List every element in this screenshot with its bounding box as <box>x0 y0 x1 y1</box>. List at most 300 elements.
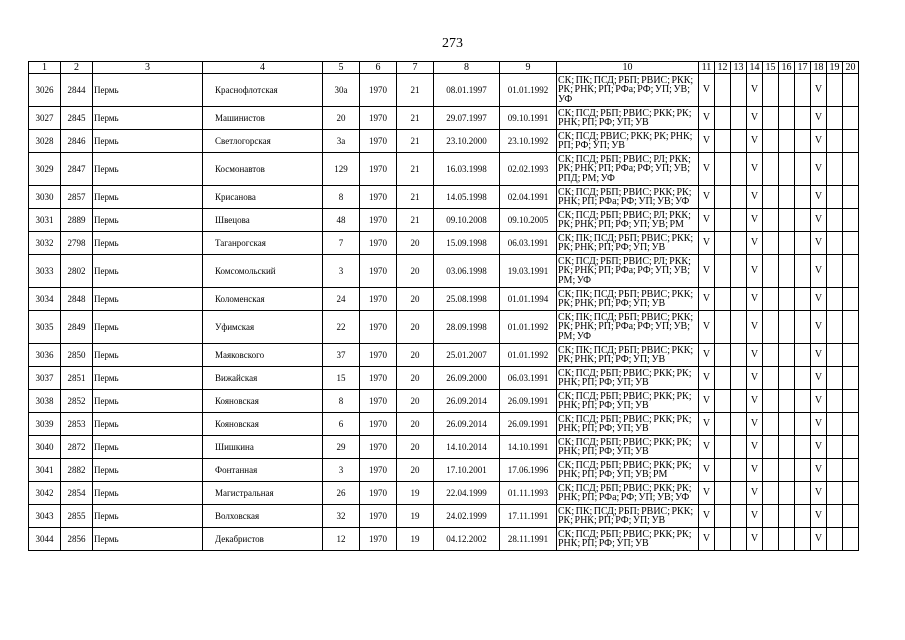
cell-col-10: СК; ПСД; РБП; РВИС; РКК; РК; РНК; РП; РФ; УП; УВ <box>557 413 699 436</box>
cell-col-19 <box>827 232 843 255</box>
cell-col-20 <box>843 74 859 107</box>
cell-col-17 <box>795 528 811 551</box>
cell-col-15 <box>763 505 779 528</box>
cell-col-1: 3032 <box>29 232 61 255</box>
cell-col-12 <box>715 209 731 232</box>
cell-col-18: V <box>811 255 827 288</box>
cell-col-14: V <box>747 390 763 413</box>
cell-col-20 <box>843 505 859 528</box>
cell-col-18: V <box>811 153 827 186</box>
cell-col-2: 2850 <box>61 344 93 367</box>
cell-col-1: 3044 <box>29 528 61 551</box>
column-header-20: 20 <box>843 62 859 74</box>
cell-col-16 <box>779 311 795 344</box>
cell-col-5: 12 <box>323 528 360 551</box>
cell-col-17 <box>795 311 811 344</box>
cell-col-11: V <box>699 232 715 255</box>
cell-col-12 <box>715 186 731 209</box>
cell-col-9: 06.03.1991 <box>500 232 557 255</box>
cell-col-14: V <box>747 107 763 130</box>
cell-col-13 <box>731 436 747 459</box>
cell-col-7: 21 <box>397 74 434 107</box>
cell-col-15 <box>763 367 779 390</box>
cell-col-1: 3038 <box>29 390 61 413</box>
cell-col-19 <box>827 186 843 209</box>
cell-col-7: 20 <box>397 288 434 311</box>
cell-col-18: V <box>811 107 827 130</box>
cell-col-19 <box>827 209 843 232</box>
table-row <box>29 232 859 255</box>
cell-col-16 <box>779 209 795 232</box>
cell-col-8: 29.07.1997 <box>434 107 500 130</box>
cell-col-4: Маяковского <box>203 344 323 367</box>
cell-col-4: Декабристов <box>203 528 323 551</box>
cell-col-8: 15.09.1998 <box>434 232 500 255</box>
cell-col-14: V <box>747 74 763 107</box>
cell-col-1: 3040 <box>29 436 61 459</box>
cell-col-4: Светлогорская <box>203 130 323 153</box>
cell-col-5: 8 <box>323 390 360 413</box>
cell-col-2: 2847 <box>61 153 93 186</box>
cell-col-16 <box>779 505 795 528</box>
cell-col-6: 1970 <box>360 74 397 107</box>
cell-col-20 <box>843 255 859 288</box>
cell-col-16 <box>779 413 795 436</box>
table-row <box>29 311 859 344</box>
cell-col-18: V <box>811 459 827 482</box>
cell-col-6: 1970 <box>360 505 397 528</box>
cell-col-8: 16.03.1998 <box>434 153 500 186</box>
cell-col-2: 2855 <box>61 505 93 528</box>
cell-col-12 <box>715 390 731 413</box>
cell-col-14: V <box>747 153 763 186</box>
cell-col-3: Пермь <box>93 107 203 130</box>
cell-col-2: 2848 <box>61 288 93 311</box>
cell-col-14: V <box>747 528 763 551</box>
cell-col-11: V <box>699 344 715 367</box>
cell-col-5: 15 <box>323 367 360 390</box>
cell-col-8: 26.09.2000 <box>434 367 500 390</box>
table-row <box>29 413 859 436</box>
cell-col-12 <box>715 288 731 311</box>
cell-col-17 <box>795 390 811 413</box>
cell-col-20 <box>843 436 859 459</box>
cell-col-19 <box>827 311 843 344</box>
cell-col-13 <box>731 367 747 390</box>
cell-col-9: 06.03.1991 <box>500 367 557 390</box>
cell-col-15 <box>763 255 779 288</box>
cell-col-14: V <box>747 186 763 209</box>
cell-col-9: 17.11.1991 <box>500 505 557 528</box>
cell-col-6: 1970 <box>360 153 397 186</box>
cell-col-7: 21 <box>397 186 434 209</box>
cell-col-3: Пермь <box>93 186 203 209</box>
cell-col-12 <box>715 130 731 153</box>
cell-col-9: 14.10.1991 <box>500 436 557 459</box>
cell-col-5: 3 <box>323 459 360 482</box>
cell-col-13 <box>731 344 747 367</box>
cell-col-18: V <box>811 413 827 436</box>
cell-col-1: 3027 <box>29 107 61 130</box>
cell-col-2: 2856 <box>61 528 93 551</box>
cell-col-16 <box>779 255 795 288</box>
cell-col-8: 24.02.1999 <box>434 505 500 528</box>
cell-col-6: 1970 <box>360 344 397 367</box>
column-header-9: 9 <box>500 62 557 74</box>
cell-col-15 <box>763 459 779 482</box>
cell-col-13 <box>731 390 747 413</box>
cell-col-3: Пермь <box>93 209 203 232</box>
cell-col-6: 1970 <box>360 186 397 209</box>
cell-col-11: V <box>699 311 715 344</box>
cell-col-17 <box>795 209 811 232</box>
cell-col-14: V <box>747 209 763 232</box>
cell-col-9: 26.09.1991 <box>500 413 557 436</box>
cell-col-6: 1970 <box>360 311 397 344</box>
cell-col-16 <box>779 459 795 482</box>
cell-col-11: V <box>699 209 715 232</box>
column-header-19: 19 <box>827 62 843 74</box>
column-header-12: 12 <box>715 62 731 74</box>
cell-col-17 <box>795 130 811 153</box>
cell-col-7: 20 <box>397 436 434 459</box>
cell-col-12 <box>715 255 731 288</box>
cell-col-8: 23.10.2000 <box>434 130 500 153</box>
cell-col-4: Машинистов <box>203 107 323 130</box>
cell-col-16 <box>779 153 795 186</box>
cell-col-13 <box>731 74 747 107</box>
cell-col-7: 19 <box>397 528 434 551</box>
cell-col-8: 25.08.1998 <box>434 288 500 311</box>
cell-col-12 <box>715 232 731 255</box>
cell-col-14: V <box>747 232 763 255</box>
cell-col-18: V <box>811 344 827 367</box>
cell-col-20 <box>843 459 859 482</box>
cell-col-2: 2852 <box>61 390 93 413</box>
cell-col-20 <box>843 413 859 436</box>
cell-col-9: 17.06.1996 <box>500 459 557 482</box>
column-header-14: 14 <box>747 62 763 74</box>
cell-col-1: 3026 <box>29 74 61 107</box>
cell-col-7: 20 <box>397 311 434 344</box>
cell-col-19 <box>827 436 843 459</box>
cell-col-20 <box>843 107 859 130</box>
table-row <box>29 344 859 367</box>
cell-col-11: V <box>699 186 715 209</box>
cell-col-8: 22.04.1999 <box>434 482 500 505</box>
cell-col-15 <box>763 209 779 232</box>
cell-col-19 <box>827 288 843 311</box>
cell-col-7: 20 <box>397 232 434 255</box>
cell-col-4: Фонтанная <box>203 459 323 482</box>
cell-col-20 <box>843 288 859 311</box>
cell-col-16 <box>779 344 795 367</box>
cell-col-9: 23.10.1992 <box>500 130 557 153</box>
cell-col-1: 3035 <box>29 311 61 344</box>
cell-col-5: 20 <box>323 107 360 130</box>
cell-col-4: Комсомольский <box>203 255 323 288</box>
cell-col-1: 3034 <box>29 288 61 311</box>
cell-col-2: 2872 <box>61 436 93 459</box>
cell-col-5: 29 <box>323 436 360 459</box>
table-row <box>29 153 859 186</box>
cell-col-3: Пермь <box>93 459 203 482</box>
cell-col-13 <box>731 186 747 209</box>
column-header-7: 7 <box>397 62 434 74</box>
cell-col-19 <box>827 505 843 528</box>
cell-col-5: 129 <box>323 153 360 186</box>
cell-col-6: 1970 <box>360 413 397 436</box>
cell-col-20 <box>843 153 859 186</box>
cell-col-6: 1970 <box>360 390 397 413</box>
cell-col-6: 1970 <box>360 255 397 288</box>
table-row <box>29 255 859 288</box>
cell-col-7: 20 <box>397 413 434 436</box>
cell-col-9: 09.10.1991 <box>500 107 557 130</box>
cell-col-9: 26.09.1991 <box>500 390 557 413</box>
column-header-15: 15 <box>763 62 779 74</box>
cell-col-11: V <box>699 367 715 390</box>
cell-col-4: Таганрогская <box>203 232 323 255</box>
cell-col-2: 2849 <box>61 311 93 344</box>
cell-col-16 <box>779 130 795 153</box>
cell-col-18: V <box>811 367 827 390</box>
cell-col-2: 2844 <box>61 74 93 107</box>
cell-col-8: 14.05.1998 <box>434 186 500 209</box>
cell-col-19 <box>827 130 843 153</box>
cell-col-18: V <box>811 232 827 255</box>
cell-col-7: 20 <box>397 344 434 367</box>
cell-col-14: V <box>747 367 763 390</box>
cell-col-15 <box>763 107 779 130</box>
cell-col-5: 37 <box>323 344 360 367</box>
cell-col-11: V <box>699 505 715 528</box>
cell-col-19 <box>827 528 843 551</box>
cell-col-4: Космонавтов <box>203 153 323 186</box>
cell-col-9: 01.01.1992 <box>500 74 557 107</box>
cell-col-6: 1970 <box>360 436 397 459</box>
cell-col-12 <box>715 311 731 344</box>
cell-col-1: 3042 <box>29 482 61 505</box>
cell-col-4: Краснофлотская <box>203 74 323 107</box>
cell-col-6: 1970 <box>360 459 397 482</box>
cell-col-6: 1970 <box>360 130 397 153</box>
cell-col-3: Пермь <box>93 367 203 390</box>
cell-col-12 <box>715 153 731 186</box>
cell-col-7: 19 <box>397 505 434 528</box>
cell-col-18: V <box>811 505 827 528</box>
cell-col-10: СК; ПСД; РБП; РВИС; РКК; РК; РНК; РП; РФа; РФ; УП; УВ; УФ <box>557 186 699 209</box>
table-body <box>29 74 859 551</box>
cell-col-11: V <box>699 255 715 288</box>
cell-col-4: Швецова <box>203 209 323 232</box>
cell-col-17 <box>795 232 811 255</box>
cell-col-19 <box>827 413 843 436</box>
cell-col-5: 26 <box>323 482 360 505</box>
column-header-11: 11 <box>699 62 715 74</box>
cell-col-19 <box>827 344 843 367</box>
cell-col-14: V <box>747 288 763 311</box>
cell-col-20 <box>843 311 859 344</box>
cell-col-1: 3036 <box>29 344 61 367</box>
cell-col-15 <box>763 390 779 413</box>
page-number: 273 <box>442 36 463 51</box>
cell-col-8: 25.01.2007 <box>434 344 500 367</box>
column-header-5: 5 <box>323 62 360 74</box>
header-row <box>29 62 859 74</box>
cell-col-10: СК; ПК; ПСД; РБП; РВИС; РКК; РК; РНК; РП; РФ; УП; УВ <box>557 288 699 311</box>
table-row <box>29 107 859 130</box>
cell-col-3: Пермь <box>93 255 203 288</box>
cell-col-10: СК; ПСД; РБП; РВИС; РКК; РК; РНК; РП; РФ; УП; УВ <box>557 367 699 390</box>
cell-col-17 <box>795 436 811 459</box>
cell-col-8: 04.12.2002 <box>434 528 500 551</box>
cell-col-4: Вижайская <box>203 367 323 390</box>
cell-col-17 <box>795 107 811 130</box>
column-header-16: 16 <box>779 62 795 74</box>
cell-col-14: V <box>747 130 763 153</box>
cell-col-4: Волховская <box>203 505 323 528</box>
cell-col-12 <box>715 74 731 107</box>
cell-col-10: СК; ПСД; РБП; РВИС; РКК; РК; РНК; РП; РФ; УП; УВ <box>557 107 699 130</box>
cell-col-6: 1970 <box>360 482 397 505</box>
cell-col-1: 3037 <box>29 367 61 390</box>
cell-col-11: V <box>699 130 715 153</box>
cell-col-10: СК; ПСД; РБП; РВИС; РЛ; РКК; РК; РНК; РП; РФ; УП; УВ; РМ <box>557 209 699 232</box>
cell-col-2: 2845 <box>61 107 93 130</box>
cell-col-7: 21 <box>397 107 434 130</box>
cell-col-1: 3033 <box>29 255 61 288</box>
cell-col-5: 48 <box>323 209 360 232</box>
cell-col-13 <box>731 413 747 436</box>
cell-col-17 <box>795 186 811 209</box>
cell-col-14: V <box>747 459 763 482</box>
cell-col-13 <box>731 153 747 186</box>
column-header-13: 13 <box>731 62 747 74</box>
cell-col-12 <box>715 107 731 130</box>
cell-col-8: 17.10.2001 <box>434 459 500 482</box>
cell-col-2: 2882 <box>61 459 93 482</box>
cell-col-2: 2798 <box>61 232 93 255</box>
cell-col-9: 28.11.1991 <box>500 528 557 551</box>
cell-col-13 <box>731 255 747 288</box>
cell-col-13 <box>731 482 747 505</box>
column-header-8: 8 <box>434 62 500 74</box>
cell-col-9: 02.04.1991 <box>500 186 557 209</box>
cell-col-20 <box>843 344 859 367</box>
column-header-1: 1 <box>29 62 61 74</box>
cell-col-17 <box>795 344 811 367</box>
cell-col-5: 24 <box>323 288 360 311</box>
cell-col-15 <box>763 130 779 153</box>
cell-col-9: 01.11.1993 <box>500 482 557 505</box>
cell-col-3: Пермь <box>93 344 203 367</box>
cell-col-6: 1970 <box>360 107 397 130</box>
cell-col-9: 19.03.1991 <box>500 255 557 288</box>
cell-col-10: СК; ПСД; РБП; РВИС; РКК; РК; РНК; РП; РФ; УП; УВ <box>557 528 699 551</box>
column-header-2: 2 <box>61 62 93 74</box>
cell-col-16 <box>779 436 795 459</box>
cell-col-20 <box>843 390 859 413</box>
cell-col-18: V <box>811 74 827 107</box>
cell-col-2: 2889 <box>61 209 93 232</box>
table-row <box>29 209 859 232</box>
cell-col-13 <box>731 107 747 130</box>
registry-table <box>28 61 859 551</box>
cell-col-17 <box>795 413 811 436</box>
cell-col-8: 08.01.1997 <box>434 74 500 107</box>
cell-col-20 <box>843 130 859 153</box>
column-header-10: 10 <box>557 62 699 74</box>
cell-col-8: 03.06.1998 <box>434 255 500 288</box>
cell-col-20 <box>843 482 859 505</box>
cell-col-11: V <box>699 413 715 436</box>
cell-col-20 <box>843 528 859 551</box>
cell-col-2: 2854 <box>61 482 93 505</box>
cell-col-1: 3029 <box>29 153 61 186</box>
cell-col-14: V <box>747 482 763 505</box>
cell-col-10: СК; ПСД; РБП; РВИС; РКК; РК; РНК; РП; РФ; УП; УВ <box>557 390 699 413</box>
cell-col-14: V <box>747 255 763 288</box>
cell-col-19 <box>827 459 843 482</box>
cell-col-2: 2857 <box>61 186 93 209</box>
cell-col-13 <box>731 288 747 311</box>
cell-col-4: Кояновская <box>203 413 323 436</box>
cell-col-17 <box>795 153 811 186</box>
cell-col-6: 1970 <box>360 288 397 311</box>
cell-col-3: Пермь <box>93 232 203 255</box>
cell-col-9: 01.01.1994 <box>500 288 557 311</box>
table-row <box>29 288 859 311</box>
cell-col-18: V <box>811 130 827 153</box>
cell-col-4: Крисанова <box>203 186 323 209</box>
cell-col-15 <box>763 528 779 551</box>
cell-col-20 <box>843 186 859 209</box>
cell-col-7: 21 <box>397 209 434 232</box>
cell-col-1: 3030 <box>29 186 61 209</box>
cell-col-15 <box>763 74 779 107</box>
cell-col-19 <box>827 74 843 107</box>
cell-col-18: V <box>811 482 827 505</box>
cell-col-17 <box>795 482 811 505</box>
cell-col-16 <box>779 482 795 505</box>
cell-col-7: 19 <box>397 482 434 505</box>
cell-col-12 <box>715 436 731 459</box>
cell-col-13 <box>731 459 747 482</box>
cell-col-13 <box>731 505 747 528</box>
cell-col-17 <box>795 255 811 288</box>
cell-col-12 <box>715 459 731 482</box>
cell-col-3: Пермь <box>93 390 203 413</box>
cell-col-15 <box>763 344 779 367</box>
cell-col-11: V <box>699 528 715 551</box>
cell-col-3: Пермь <box>93 288 203 311</box>
cell-col-13 <box>731 130 747 153</box>
cell-col-2: 2802 <box>61 255 93 288</box>
cell-col-10: СК; ПСД; РБП; РВИС; РЛ; РКК; РК; РНК; РП; РФа; РФ; УП; УВ; РМ; УФ <box>557 255 699 288</box>
cell-col-16 <box>779 288 795 311</box>
table-row <box>29 367 859 390</box>
cell-col-16 <box>779 390 795 413</box>
cell-col-8: 14.10.2014 <box>434 436 500 459</box>
cell-col-18: V <box>811 390 827 413</box>
cell-col-5: 32 <box>323 505 360 528</box>
cell-col-11: V <box>699 288 715 311</box>
cell-col-16 <box>779 74 795 107</box>
cell-col-3: Пермь <box>93 153 203 186</box>
cell-col-16 <box>779 232 795 255</box>
cell-col-14: V <box>747 344 763 367</box>
